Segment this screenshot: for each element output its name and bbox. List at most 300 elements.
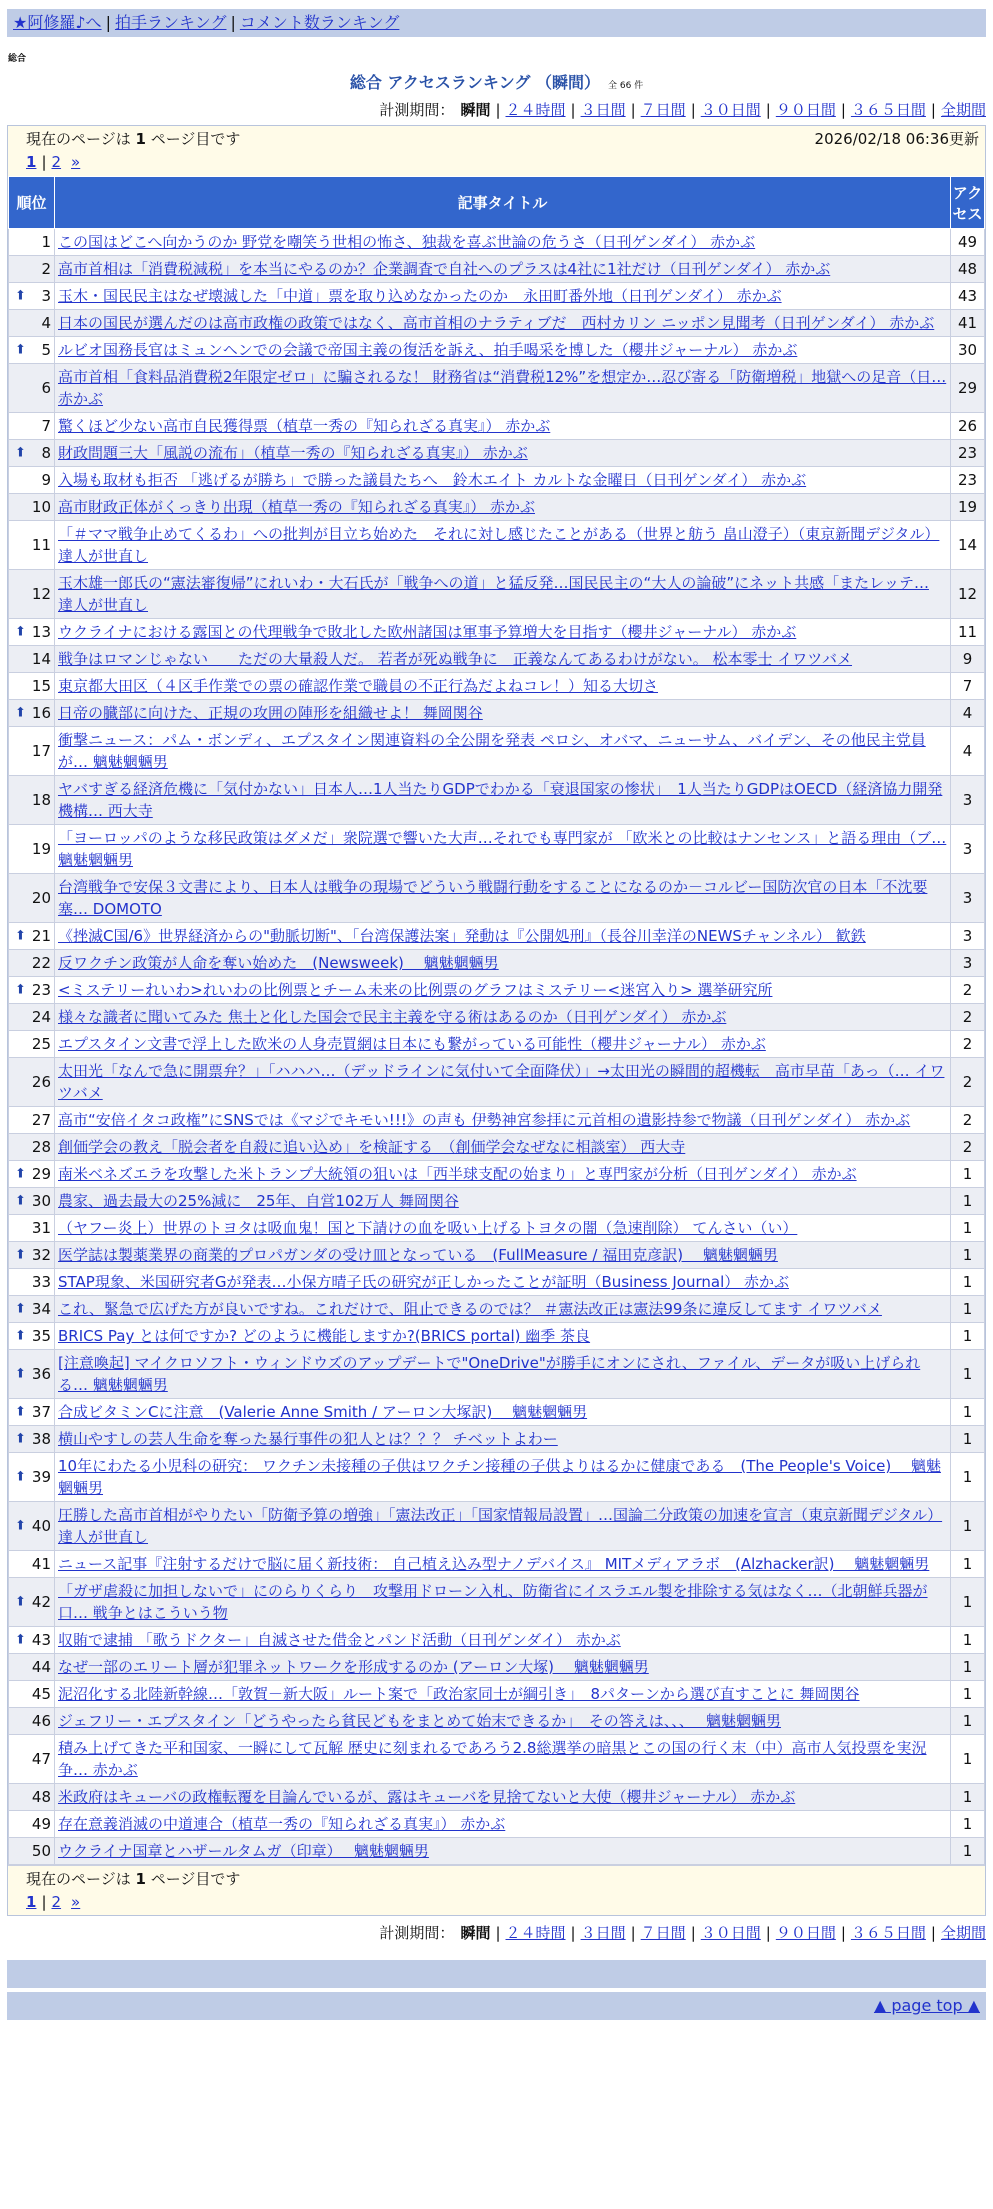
rank-up-arrow-icon: ⬆	[15, 1366, 26, 1382]
title-cell	[55, 256, 951, 283]
access-count: 2	[951, 1058, 985, 1107]
access-count: 1	[951, 1188, 985, 1215]
table-row	[9, 1031, 985, 1058]
period-selector-top: 計測期間： 瞬間 | ２４時間 | ３日間 | ７日間 | ３０日間 | ９０日間 | ３６５日間 | 全期間	[379, 101, 986, 119]
article-link[interactable]: 泥沼化する北陸新幹線…「敦賀－新大阪」ルート案で「政治家同士が綱引き」 8パターンから選び直すことに 舞岡関谷	[58, 1685, 860, 1703]
table-row	[9, 413, 985, 440]
access-count: 30	[951, 337, 985, 364]
access-count: 3	[951, 776, 985, 825]
rank-cell	[9, 874, 55, 923]
article-link[interactable]: 農家、過去最大の25%減に 25年、自営102万人 舞岡関谷	[58, 1192, 459, 1210]
title-cell	[55, 337, 951, 364]
rank-cell	[9, 1784, 55, 1811]
rank-number: 40	[31, 1517, 51, 1535]
period-30d[interactable]: ３０日間	[700, 101, 761, 119]
article-link[interactable]: 日帝の臓部に向けた、正規の攻囲の陣形を組織せよ！ 舞岡関谷	[58, 704, 483, 722]
table-row	[9, 1323, 985, 1350]
table-row	[9, 923, 985, 950]
rank-number: 45	[31, 1685, 51, 1703]
table-row	[9, 494, 985, 521]
period-7d[interactable]: ７日間	[640, 101, 686, 119]
period-90d[interactable]: ９０日間	[775, 101, 836, 119]
article-link[interactable]: 存在意義消滅の中道連合（植草一秀の『知られざる真実』） 赤かぶ	[58, 1815, 506, 1833]
ranking-table-body	[9, 229, 985, 1865]
table-row	[9, 1242, 985, 1269]
rank-cell	[9, 1031, 55, 1058]
access-count: 1	[951, 1811, 985, 1838]
rank-cell	[9, 1453, 55, 1502]
article-link[interactable]: これ、緊急で広げた方が良いですね。これだけで、阻止できるのでは？ ＃憲法改正は憲法99条に違反してます イワツバメ	[58, 1300, 882, 1318]
rank-cell	[9, 700, 55, 727]
pager-next-arrow[interactable]: »	[71, 153, 81, 171]
access-count: 1	[951, 1502, 985, 1551]
rank-number: 32	[31, 1246, 51, 1264]
access-count: 3	[951, 874, 985, 923]
rank-number: 42	[31, 1593, 51, 1611]
header-access: アクセス	[951, 177, 985, 229]
access-count: 1	[951, 1453, 985, 1502]
title-cell	[55, 825, 951, 874]
table-row	[9, 570, 985, 619]
title-cell	[55, 1453, 951, 1502]
access-count: 2	[951, 1004, 985, 1031]
title-cell	[55, 1811, 951, 1838]
access-count: 29	[951, 364, 985, 413]
pager-next-arrow[interactable]: »	[71, 1893, 81, 1911]
table-row	[9, 1708, 985, 1735]
rank-number: 7	[41, 417, 51, 435]
rank-cell	[9, 1426, 55, 1453]
access-count: 1	[951, 1399, 985, 1426]
access-count: 3	[951, 825, 985, 874]
access-count: 1	[951, 1296, 985, 1323]
table-row	[9, 1188, 985, 1215]
rank-number: 49	[31, 1815, 51, 1833]
table-row	[9, 440, 985, 467]
rank-cell	[9, 673, 55, 700]
title-cell	[55, 1735, 951, 1784]
period-7d[interactable]: ７日間	[640, 1924, 686, 1942]
article-link[interactable]: ヤバすぎる経済危機に「気付かない」日本人…1人当たりGDPでわかる「衰退国家の惨状」 1人当たりGDPはOECD（経済協力開発機構… 西大寺	[58, 780, 943, 820]
article-link[interactable]: 横山やすしの芸人生命を奪った暴行事件の犯人とは？？？ チベットよわー	[58, 1430, 558, 1448]
title-cell	[55, 1350, 951, 1399]
nav-separator: |	[230, 13, 236, 32]
table-row	[9, 1269, 985, 1296]
table-row	[9, 229, 985, 256]
table-row	[9, 1735, 985, 1784]
page-top-link[interactable]: ▲ page top ▲	[873, 1996, 980, 2015]
title-cell	[55, 673, 951, 700]
article-link[interactable]: この国はどこへ向かうのか 野党を嘲笑う世相の怖さ、独裁を喜ぶ世論の危うさ（日刊ゲンダイ） 赤かぶ	[58, 233, 756, 251]
article-link[interactable]: 圧勝した高市首相がやりたい「防衛予算の増強」「憲法改正」「国家情報局設置」…国論二分政策の加速を宣言（東京新聞デジタル） 達人が世直し	[58, 1506, 943, 1546]
access-count: 1	[951, 1350, 985, 1399]
rank-number: 41	[31, 1555, 51, 1573]
rank-cell	[9, 570, 55, 619]
period-label: 計測期間：	[379, 101, 455, 119]
article-link[interactable]: 収賄で逮捕 「歌うドクター」自滅させた借金とパンド活動（日刊ゲンダイ） 赤かぶ	[58, 1631, 621, 1649]
pager-page-1[interactable]: 1	[26, 153, 37, 171]
article-link[interactable]: 創価学会の教え「脱会者を自殺に追い込め」を検証する （創価学会なぜなに相談室） 西大寺	[58, 1138, 686, 1156]
article-link[interactable]: 入場も取材も拒否 「逃げるが勝ち」で勝った議員たちへ 鈴木エイト カルトな金曜日（日刊ゲンダイ） 赤かぶ	[58, 471, 807, 489]
rank-cell	[9, 283, 55, 310]
pager-page-1[interactable]: 1	[26, 1893, 37, 1911]
table-row	[9, 1578, 985, 1627]
article-link[interactable]: 「ガザ虐殺に加担しないで」にのらりくらり 攻撃用ドローン入札、防衛省にイスラエル製を排除する気はなく…（北朝鮮兵器が口… 戦争とはこういう物	[58, 1582, 928, 1622]
rank-number: 19	[31, 840, 51, 858]
article-link[interactable]: 台湾戦争で安保３文書により、日本人は戦争の現場でどういう戦闘行動をすることになるのか－コルビー国防次官の日本「不沈要塞… DOMOTO	[58, 878, 928, 918]
title-cell	[55, 1838, 951, 1865]
access-count: 1	[951, 1551, 985, 1578]
article-link[interactable]: 衝撃ニュース：パム・ボンディ、エプスタイン関連資料の全公開を発表 ペロシ、オバマ、ニューサム、バイデン、その他民主党員が… 魑魅魍魎男	[58, 731, 926, 771]
article-link[interactable]: 南米ベネズエラを攻撃した米トランプ大統領の狙いは「西半球支配の始まり」と専門家が分析（日刊ゲンダイ） 赤かぶ	[58, 1165, 857, 1183]
access-count: 2	[951, 977, 985, 1004]
access-count: 3	[951, 923, 985, 950]
rank-up-arrow-icon: ⬆	[15, 928, 26, 944]
rank-number: 33	[31, 1273, 51, 1291]
table-row	[9, 1004, 985, 1031]
rank-number: 28	[31, 1138, 51, 1156]
table-row	[9, 1107, 985, 1134]
access-count: 43	[951, 283, 985, 310]
rank-cell	[9, 440, 55, 467]
access-count: 1	[951, 1426, 985, 1453]
article-link[interactable]: ジェフリー・エプスタイン「どうやったら貧民どもをまとめて始末できるか」 その答えは、、、 魑魅魍魎男	[58, 1712, 781, 1730]
access-count: 41	[951, 310, 985, 337]
access-count: 7	[951, 673, 985, 700]
article-link[interactable]: ニュース記事『注射するだけで脳に届く新技術： 自己植え込み型ナノデバイス』 MITメディアラボ (Alzhacker訳) 魑魅魍魎男	[58, 1555, 930, 1573]
rank-cell	[9, 1242, 55, 1269]
rank-number: 48	[31, 1788, 51, 1806]
article-link[interactable]: 高市首相「食料品消費税2年限定ゼロ」に騙されるな！ 財務省は“消費税12%”を想定か…忍び寄る「防衛増税」地獄への足音（日… 赤かぶ	[58, 368, 947, 408]
title-cell	[55, 1107, 951, 1134]
access-count: 1	[951, 1161, 985, 1188]
period-current: 瞬間	[460, 101, 491, 119]
table-row	[9, 1215, 985, 1242]
article-link[interactable]: （ヤフー炎上）世界のトヨタは吸血鬼！国と下請けの血を吸い上げるトヨタの闇（急速削除） てんさい（い）	[58, 1219, 798, 1237]
article-link[interactable]: 戦争はロマンじゃない ただの大量殺人だ。 若者が死ぬ戦争に 正義なんてあるわけがない。 松本零士 イワツバメ	[58, 650, 853, 668]
rank-cell	[9, 727, 55, 776]
period-90d[interactable]: ９０日間	[775, 1924, 836, 1942]
access-count: 19	[951, 494, 985, 521]
period-all[interactable]: 全期間	[940, 101, 986, 119]
bottom-bar	[7, 1960, 986, 1988]
article-link[interactable]: 米政府はキューバの政権転覆を目論んでいるが、露はキューバを見捨てないと大使（櫻井ジャーナル） 赤かぶ	[58, 1788, 796, 1806]
title-cell	[55, 1215, 951, 1242]
rank-number: 9	[41, 471, 51, 489]
period-3d[interactable]: ３日間	[580, 1924, 626, 1942]
title-cell	[55, 310, 951, 337]
page-title: 総合 アクセスランキング （瞬間）	[349, 73, 600, 92]
table-row	[9, 673, 985, 700]
period-30d[interactable]: ３０日間	[700, 1924, 761, 1942]
article-link[interactable]: ルビオ国務長官はミュンヘンでの会議で帝国主義の復活を訴え、拍手喝采を博した（櫻井ジャーナル） 赤かぶ	[58, 341, 798, 359]
rank-cell	[9, 1502, 55, 1551]
table-row	[9, 467, 985, 494]
table-row	[9, 283, 985, 310]
rank-up-arrow-icon: ⬆	[15, 1301, 26, 1317]
access-count: 12	[951, 570, 985, 619]
article-link[interactable]: ウクライナにおける露国との代理戦争で敗北した欧州諸国は軍事予算増大を目指す（櫻井ジャーナル） 赤かぶ	[58, 623, 797, 641]
title-cell	[55, 440, 951, 467]
rank-cell	[9, 646, 55, 673]
rank-up-arrow-icon: ⬆	[15, 705, 26, 721]
article-link[interactable]: 10年にわたる小児科の研究： ワクチン未接種の子供はワクチン接種の子供よりはるかに健康である (The People's Voice) 魑魅魍魎男	[58, 1457, 941, 1497]
article-link[interactable]: 高市財政正体がくっきり出現（植草一秀の『知られざる真実』） 赤かぶ	[58, 498, 535, 516]
rank-number: 3	[41, 287, 51, 305]
rank-number: 17	[31, 742, 51, 760]
access-count: 1	[951, 1708, 985, 1735]
rank-cell	[9, 619, 55, 646]
access-count: 1	[951, 1323, 985, 1350]
table-row	[9, 1784, 985, 1811]
title-cell	[55, 776, 951, 825]
rank-number: 22	[31, 954, 51, 972]
table-row	[9, 1811, 985, 1838]
title-cell	[55, 1058, 951, 1107]
rank-cell	[9, 1811, 55, 1838]
title-cell	[55, 364, 951, 413]
rank-cell	[9, 467, 55, 494]
table-row	[9, 364, 985, 413]
access-count: 2	[951, 1031, 985, 1058]
access-count: 48	[951, 256, 985, 283]
table-row	[9, 1426, 985, 1453]
rank-number: 47	[31, 1750, 51, 1768]
pager-page-2[interactable]: 2	[51, 1893, 62, 1911]
title-cell	[55, 1323, 951, 1350]
title-cell	[55, 570, 951, 619]
table-row	[9, 1654, 985, 1681]
article-link[interactable]: 太田光「なんで急に開票弁？」「ハハハ…（デッドラインに気付いて全面降伏）」→太田光の瞬間的超機転 高市早苗「あっ（… イワツバメ	[58, 1062, 945, 1102]
pager-page-2[interactable]: 2	[51, 153, 62, 171]
rank-cell	[9, 923, 55, 950]
table-row	[9, 977, 985, 1004]
article-link[interactable]: 玉木・国民民主はなぜ壊滅した「中道」票を取り込めなかったのか 永田町番外地（日刊ゲンダイ） 赤かぶ	[58, 287, 782, 305]
rank-number: 34	[31, 1300, 51, 1318]
title-cell	[55, 1627, 951, 1654]
article-link[interactable]: STAP現象、米国研究者Gが発表…小保方晴子氏の研究が正しかったことが証明（Business Journal） 赤かぶ	[58, 1273, 790, 1291]
title-cell	[55, 950, 951, 977]
rank-up-arrow-icon: ⬆	[15, 1594, 26, 1610]
article-link[interactable]: 反ワクチン政策が人命を奪い始めた (Newsweek) 魑魅魍魎男	[58, 954, 499, 972]
table-row	[9, 337, 985, 364]
rank-number: 15	[31, 677, 51, 695]
rank-cell	[9, 1399, 55, 1426]
article-link[interactable]: 合成ビタミンCに注意 (Valerie Anne Smith / アーロン大塚訳) 魑魅魍魎男	[58, 1403, 588, 1421]
rank-number: 18	[31, 791, 51, 809]
rank-cell	[9, 521, 55, 570]
access-count: 1	[951, 1578, 985, 1627]
access-count: 26	[951, 413, 985, 440]
title-cell	[55, 467, 951, 494]
period-all[interactable]: 全期間	[940, 1924, 986, 1942]
table-row	[9, 619, 985, 646]
rank-cell	[9, 1627, 55, 1654]
title-cell	[55, 1551, 951, 1578]
rank-number: 30	[31, 1192, 51, 1210]
rank-cell	[9, 1296, 55, 1323]
rank-number: 4	[41, 314, 51, 332]
access-count: 4	[951, 727, 985, 776]
rank-cell	[9, 950, 55, 977]
rank-number: 26	[31, 1073, 51, 1091]
access-count: 1	[951, 1735, 985, 1784]
table-row	[9, 700, 985, 727]
header-rank: 順位	[9, 177, 55, 229]
rank-up-arrow-icon: ⬆	[15, 982, 26, 998]
category-label: 総合	[8, 54, 27, 64]
period-selector-bottom: 計測期間： 瞬間 | ２４時間 | ３日間 | ７日間 | ３０日間 | ９０日間 | ３６５日間 | 全期間	[379, 1924, 986, 1942]
rank-number: 12	[31, 585, 51, 603]
table-row	[9, 1161, 985, 1188]
rank-cell	[9, 1004, 55, 1031]
nav-separator: |	[105, 13, 111, 32]
rank-number: 25	[31, 1035, 51, 1053]
table-row	[9, 1453, 985, 1502]
article-link[interactable]: ウクライナ国章とハザールタムガ（印章） 魑魅魍魎男	[58, 1842, 429, 1860]
rank-cell	[9, 494, 55, 521]
table-row	[9, 1627, 985, 1654]
table-row	[9, 1296, 985, 1323]
table-row	[9, 1551, 985, 1578]
period-24h[interactable]: ２４時間	[505, 101, 566, 119]
title-cell	[55, 229, 951, 256]
article-link[interactable]: 医学誌は製薬業界の商業的プロパガンダの受け皿となっている (FullMeasure / 福田克彦訳) 魑魅魍魎男	[58, 1246, 778, 1264]
period-24h[interactable]: ２４時間	[505, 1924, 566, 1942]
rank-number: 39	[31, 1468, 51, 1486]
table-row	[9, 1502, 985, 1551]
rank-up-arrow-icon: ⬆	[15, 1632, 26, 1648]
access-count: 4	[951, 700, 985, 727]
rank-up-arrow-icon: ⬆	[15, 1431, 26, 1447]
rank-cell	[9, 1708, 55, 1735]
article-link[interactable]: 「ヨーロッパのような移民政策はダメだ」衆院選で響いた大声…それでも専門家が 「欧米との比較はナンセンス」と語る理由（ブ… 魑魅魍魎男	[58, 829, 947, 869]
current-page-text: 現在のページは 1 ページ目です	[26, 1870, 241, 1888]
rank-number: 1	[41, 233, 51, 251]
title-cell	[55, 1161, 951, 1188]
rank-up-arrow-icon: ⬆	[15, 1247, 26, 1263]
rank-cell	[9, 1134, 55, 1161]
article-link[interactable]: <ミステリーれいわ>れいわの比例票とチーム未来の比例票のグラフはミステリー<迷宮入り> 選挙研究所	[58, 981, 773, 999]
access-count: 2	[951, 1134, 985, 1161]
rank-number: 36	[31, 1365, 51, 1383]
table-row	[9, 874, 985, 923]
rank-up-arrow-icon: ⬆	[15, 1193, 26, 1209]
table-row	[9, 256, 985, 283]
article-link[interactable]: 様々な識者に聞いてみた 焦土と化した国会で民主主義を守る術はあるのか（日刊ゲンダイ） 赤かぶ	[58, 1008, 727, 1026]
title-cell	[55, 1269, 951, 1296]
article-link[interactable]: 《挫滅C国/6》世界経済からの"動脈切断"、「台湾保護法案」発動は『公開処刑』（長谷川幸洋のNEWSチャンネル） 歓鉄	[58, 927, 866, 945]
rank-cell	[9, 776, 55, 825]
table-row	[9, 1058, 985, 1107]
period-365d[interactable]: ３６５日間	[850, 1924, 926, 1942]
article-link[interactable]: 財政問題三大「風説の流布」（植草一秀の『知られざる真実』） 赤かぶ	[58, 444, 528, 462]
rank-up-arrow-icon: ⬆	[15, 1469, 26, 1485]
top-nav-bar	[7, 9, 986, 37]
table-row	[9, 521, 985, 570]
rank-number: 6	[41, 379, 51, 397]
rank-number: 35	[31, 1327, 51, 1345]
nav-link-asyura[interactable]: ★阿修羅♪へ	[13, 13, 102, 32]
title-cell	[55, 1134, 951, 1161]
rank-cell	[9, 1107, 55, 1134]
nav-link-comment-ranking[interactable]: コメント数ランキング	[239, 13, 400, 32]
rank-number: 13	[31, 623, 51, 641]
rank-up-arrow-icon: ⬆	[15, 1404, 26, 1420]
rank-cell	[9, 1215, 55, 1242]
rank-cell	[9, 364, 55, 413]
rank-number: 31	[31, 1219, 51, 1237]
article-link[interactable]: [注意喚起] マイクロソフト・ウィンドウズのアップデートで"OneDrive"が勝手にオンにされ、ファイル、データが吸い上げられる… 魑魅魍魎男	[58, 1354, 921, 1394]
article-link[interactable]: 高市“安倍イタコ政権”にSNSでは《マジでキモい!!!》の声も 伊勢神宮参拝に元首相の遺影持参で物議（日刊ゲンダイ） 赤かぶ	[58, 1111, 911, 1129]
rank-up-arrow-icon: ⬆	[15, 1518, 26, 1534]
rank-number: 29	[31, 1165, 51, 1183]
rank-number: 2	[41, 260, 51, 278]
title-cell	[55, 727, 951, 776]
table-row	[9, 1838, 985, 1865]
nav-link-applause-ranking[interactable]: 拍手ランキング	[114, 13, 227, 32]
table-row	[9, 1399, 985, 1426]
rank-number: 11	[31, 536, 51, 554]
article-link[interactable]: 積み上げてきた平和国家、一瞬にして瓦解 歴史に刻まれるであろう2.8総選挙の暗黒とこの国の行く末（中）高市人気投票を実況争… 赤かぶ	[58, 1739, 927, 1779]
article-link[interactable]: 「＃ママ戦争止めてくるわ」への批判が目立ち始めた それに対し感じたことがある（世界と舫う 畠山澄子）（東京新聞デジタル） 達人が世直し	[58, 525, 940, 565]
period-current: 瞬間	[460, 1924, 491, 1942]
access-count: 11	[951, 619, 985, 646]
current-page-text: 現在のページは 1 ページ目です	[26, 130, 241, 148]
rank-up-arrow-icon: ⬆	[15, 1166, 26, 1182]
period-3d[interactable]: ３日間	[580, 101, 626, 119]
rank-number: 27	[31, 1111, 51, 1129]
rank-number: 20	[31, 889, 51, 907]
article-link[interactable]: 日本の国民が選んだのは高市政権の政策ではなく、高市首相のナラティブだ 西村カリン ニッポン見聞考（日刊ゲンダイ） 赤かぶ	[58, 314, 935, 332]
article-link[interactable]: 東京都大田区（４区手作業での票の確認作業で職員の不正行為だよねコレ！）知る大切さ	[58, 677, 659, 695]
article-link[interactable]: BRICS Pay とは何ですか? どのように機能しますか?(BRICS portal) 幽季 茶良	[58, 1327, 591, 1345]
title-cell	[55, 977, 951, 1004]
article-link[interactable]: エプスタイン文書で浮上した欧米の人身売買網は日本にも繋がっている可能性（櫻井ジャーナル） 赤かぶ	[58, 1035, 766, 1053]
rank-cell	[9, 1058, 55, 1107]
rank-number: 38	[31, 1430, 51, 1448]
updated-timestamp: 2026/02/18 06:36更新	[814, 130, 979, 148]
table-row	[9, 950, 985, 977]
article-link[interactable]: 驚くほど少ない高市自民獲得票（植草一秀の『知られざる真実』） 赤かぶ	[58, 417, 551, 435]
rank-cell	[9, 825, 55, 874]
title-cell	[55, 494, 951, 521]
total-count: 全 66 件	[608, 81, 644, 91]
period-label: 計測期間：	[379, 1924, 455, 1942]
title-cell	[55, 1004, 951, 1031]
ranking-heading	[0, 70, 993, 93]
access-count: 23	[951, 440, 985, 467]
rank-cell	[9, 1188, 55, 1215]
rank-up-arrow-icon: ⬆	[15, 342, 26, 358]
article-link[interactable]: なぜ一部のエリート層が犯罪ネットワークを形成するのか (アーロン大塚) 魑魅魍魎男	[58, 1658, 649, 1676]
period-365d[interactable]: ３６５日間	[850, 101, 926, 119]
rank-cell	[9, 256, 55, 283]
rank-cell	[9, 1681, 55, 1708]
rank-up-arrow-icon: ⬆	[15, 624, 26, 640]
article-link[interactable]: 高市首相は「消費税減税」を本当にやるのか？企業調査で自社へのプラスは4社に1社だけ（日刊ゲンダイ） 赤かぶ	[58, 260, 831, 278]
article-link[interactable]: 玉木雄一郎氏の“憲法審復帰”にれいわ・大石氏が「戦争への道」と猛反発…国民民主の“大人の論破”にネット共感「またレッテ… 達人が世直し	[58, 574, 929, 614]
rank-up-arrow-icon: ⬆	[15, 1328, 26, 1344]
rank-cell	[9, 1838, 55, 1865]
access-count: 1	[951, 1654, 985, 1681]
access-count: 14	[951, 521, 985, 570]
table-row	[9, 776, 985, 825]
page-top-bar	[7, 1992, 986, 2020]
rank-cell	[9, 1735, 55, 1784]
access-count: 3	[951, 950, 985, 977]
rank-number: 46	[31, 1712, 51, 1730]
